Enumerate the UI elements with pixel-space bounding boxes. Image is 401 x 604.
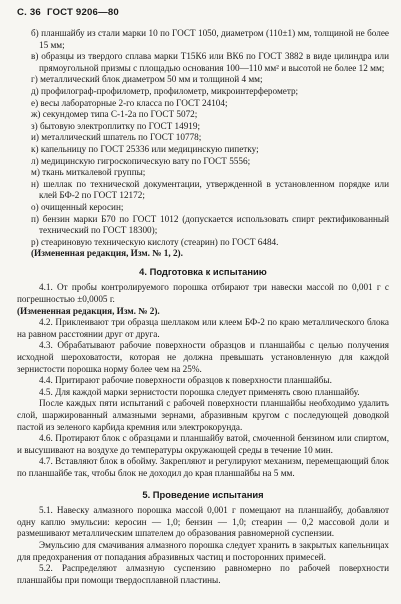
list-item: ж) секундомер типа С-1-2а по ГОСТ 5072;: [31, 109, 198, 120]
paragraph-4-4: 4.4. Притирают рабочие поверхности образцов к поверхности планшайбы.: [39, 375, 332, 386]
list-item: е) весы лабораторные 2-го класса по ГОСТ 24104;: [31, 97, 228, 108]
list-item: п) бензин марки Б70 по ГОСТ 1012 (допускается использовать спирт ректификованный технический по ГОСТ 18300);: [31, 213, 389, 236]
list-item: д) профилограф-профилометр, профилометр, микроинтерферометр;: [31, 85, 299, 96]
list-item: о) очищенный керосин;: [31, 201, 124, 212]
paragraph-5-2: 5.2. Распределяют алмазную суспензию равномерно по рабочей поверхности планшайбы при помощи твердосплавной пластины.: [17, 563, 389, 585]
list-item: г) металлический блок диаметром 50 мм и толщиной 4 мм;: [31, 74, 263, 85]
paragraph-4-3: 4.3. Обрабатывают рабочие поверхности образцов и планшайбы с целью получения исходной шероховатости, которая не должна превышать установленную для каждой зернистости порошка норму более чем на 25%.: [17, 340, 389, 374]
edition-note: (Измененная редакция, Изм. № 2).: [17, 305, 160, 316]
edition-note: (Измененная редакция, Изм. № 1, 2).: [31, 248, 183, 259]
list-item: з) бытовую электроплитку по ГОСТ 14919;: [31, 120, 201, 131]
list-item: н) шеллак по технической документации, утвержденной в установленном порядке или клей БФ-2 по ГОСТ 12172;: [31, 178, 389, 201]
paragraph-4-7: 4.7. Вставляют блок в обойму. Закрепляют и регулируют механизм, перемещающий блок по планшайбе так, чтобы блок не доходил до края планшайбы на 5 мм.: [17, 456, 389, 478]
page-number: С. 36: [17, 7, 41, 18]
list-item: м) ткань миткалевой группы;: [31, 167, 146, 178]
list-item: к) капельницу по ГОСТ 25336 или медицинскую пипетку;: [31, 143, 259, 154]
list-item: р) стеариновую техническую кислоту (стеарин) по ГОСТ 6484.: [31, 236, 279, 247]
document-body: [17, 28, 389, 586]
list-item: в) образцы из твердого сплава марки Т15К6 или ВК6 по ГОСТ 3882 в виде цилиндра или прямоугольной призмы с площадью основания 100—110 мм² и высотой не более 12 мм;: [31, 51, 389, 73]
paragraph-4-2: 4.2. Приклеивают три образца шеллаком или клеем БФ-2 по краю металлического блока на равном расстоянии друг от друга.: [17, 317, 389, 339]
paragraph-5-1: 5.1. Навеску алмазного порошка массой 0,001 г помещают на планшайбу, добавляют одну каплю эмульсии: керосин — 1,0; бензин — 1,0; стеарин — 0,2 массовой доли и размешивают металлическим шпателем до образования равномерной суспензии.: [17, 505, 389, 539]
list-item: л) медицинскую гигроскопическую вату по ГОСТ 5556;: [31, 155, 251, 166]
page-header: [17, 7, 119, 19]
list-item: и) металлический шпатель по ГОСТ 10778;: [31, 132, 202, 143]
paragraph-4-1: 4.1. От пробы контролируемого порошка отбирают три навески массой по 0,001 г с погрешностью ±0,0005 г.: [17, 282, 389, 305]
paragraph-4-6: 4.6. Протирают блок с образцами и планшайбу ватой, смоченной бензином или спиртом, и высушивают на воздухе до температуры окружающей среды в течение 10 мин.: [17, 433, 389, 455]
list-item: б) планшайбу из стали марки 10 по ГОСТ 1050, диаметром (110±1) мм, толщиной не более 15 мм;: [31, 28, 389, 50]
document-code: ГОСТ 9206—80: [46, 7, 119, 18]
section-5-title: 5. Проведение испытания: [142, 488, 264, 500]
paragraph-4-5: 4.5. Для каждой марки зернистости порошка следует применять свою планшайбу.: [39, 386, 360, 397]
paragraph-4-5-cont: После каждых пяти испытаний с рабочей поверхности планшайбы необходимо удалить слой, шаржированный алмазными зернами, абразивным кругом с последующей доводкой пастой из зеленого карбида кремния или электрокорунда.: [17, 398, 389, 432]
paragraph-5-1-cont: Эмульсию для смачивания алмазного порошка следует хранить в закрытых капельницах для предохранения от попадания абразивных частиц и посторонних примесей.: [17, 539, 389, 562]
section-4-title: 4. Подготовка к испытанию: [139, 265, 267, 277]
